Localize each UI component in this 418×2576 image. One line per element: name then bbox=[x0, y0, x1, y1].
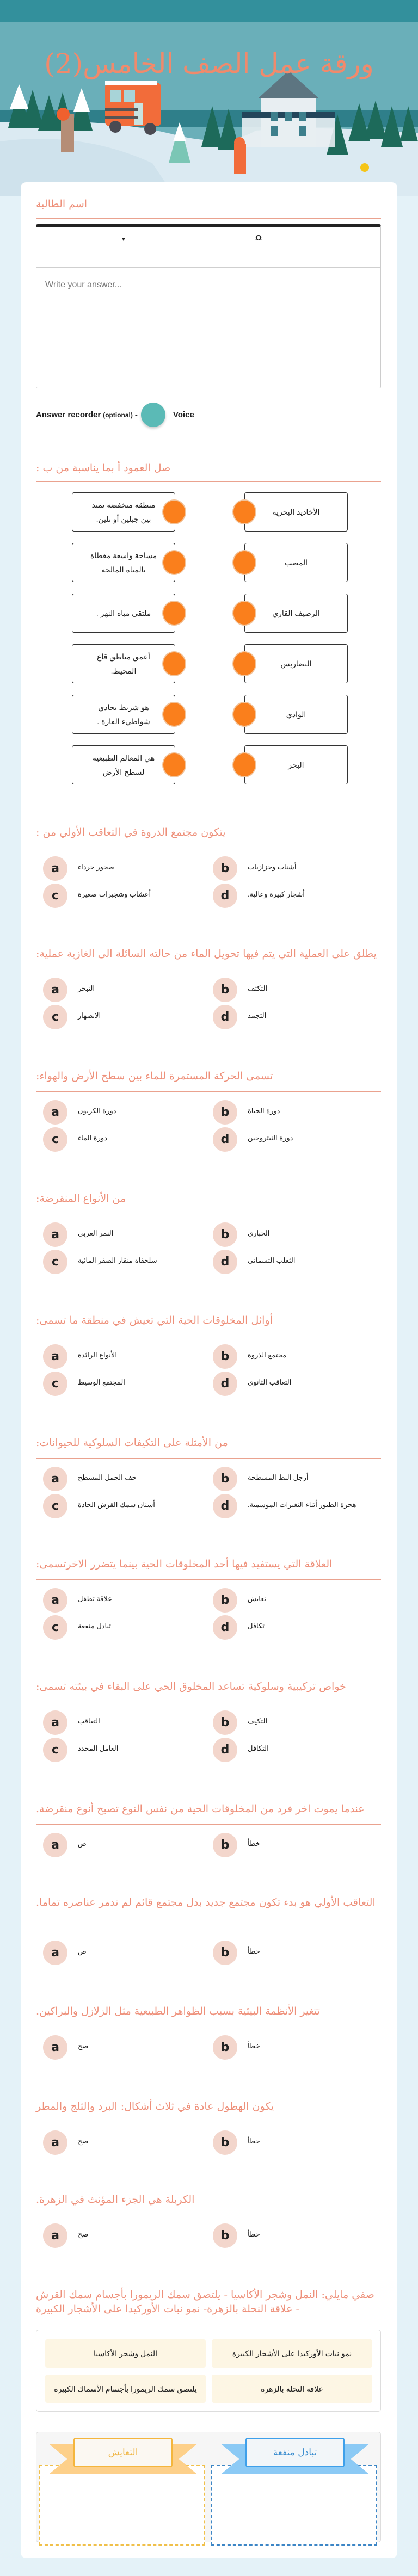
option-text: الثعلب التسماني bbox=[248, 1256, 296, 1264]
option-letter-a[interactable]: a bbox=[43, 1833, 67, 1857]
option-letter-a[interactable]: a bbox=[43, 2223, 67, 2248]
question-title: يتكون مجتمع الذروة في التعاقب الأولي من : bbox=[36, 826, 226, 838]
match-right-item: المصب bbox=[244, 543, 348, 582]
match-connector-dot[interactable] bbox=[232, 601, 256, 626]
drop-zone-commensalism[interactable] bbox=[39, 2465, 205, 2546]
option-letter-d[interactable]: d bbox=[213, 884, 237, 908]
question-title: تسمى الحركة المستمرة للماء بين سطح الأرض والهواء: bbox=[36, 1070, 273, 1082]
option-text: دورة الحياة bbox=[248, 1107, 280, 1115]
question-title: العلاقة التي يستفيد فيها أحد المخلوقات الحية بينما يتضرر الاخرتسمى: bbox=[36, 1558, 333, 1570]
option-text: خطأ bbox=[248, 1839, 260, 1848]
divider bbox=[36, 218, 381, 219]
match-left-item: أعمق مناطق قاع المحيط. bbox=[72, 644, 175, 683]
voice-record-button[interactable] bbox=[141, 403, 165, 427]
answer-option[interactable] bbox=[213, 1588, 376, 1613]
drag-item[interactable]: علاقة النحلة بالزهرة bbox=[212, 2375, 372, 2403]
match-left-item: ملتقى مياه النهر . bbox=[72, 594, 175, 633]
option-text: خطأ bbox=[248, 2230, 260, 2238]
answer-option[interactable] bbox=[43, 1250, 206, 1274]
answer-option[interactable] bbox=[213, 1710, 376, 1735]
option-text: أشنات وحزازيات bbox=[248, 863, 297, 871]
answer-option[interactable] bbox=[43, 1588, 206, 1613]
option-letter-c[interactable]: c bbox=[43, 1615, 67, 1640]
option-letter-a[interactable]: a bbox=[43, 856, 67, 881]
option-text: هجرة الطيور أثناء التغيرات الموسمية. bbox=[248, 1500, 356, 1509]
option-letter-b[interactable]: b bbox=[213, 1467, 237, 1491]
match-connector-dot[interactable] bbox=[162, 499, 186, 524]
option-letter-b[interactable]: b bbox=[213, 1100, 237, 1125]
option-text: الحبارى bbox=[248, 1229, 270, 1237]
answer-option[interactable] bbox=[43, 856, 206, 881]
option-letter-c[interactable]: c bbox=[43, 1250, 67, 1274]
answer-option[interactable] bbox=[43, 1833, 206, 1857]
match-right-item: الوادي bbox=[244, 695, 348, 734]
category-label-commensalism: التعايش bbox=[73, 2438, 173, 2467]
option-text: صخور جرداء bbox=[78, 863, 114, 871]
classify-question-title: صفي مايلي: النمل وشجر الأكاسيا - يلتصق سمك الريمورا بأجسام سمك القرش - علاقة النحلة بالزهرة- نمو نبات الأوركيدا على الأشجار الكبيرة bbox=[36, 2289, 374, 2315]
option-letter-d[interactable]: d bbox=[213, 1494, 237, 1518]
option-text: دورة النيتروجين bbox=[248, 1134, 293, 1142]
answer-option[interactable] bbox=[213, 1250, 376, 1274]
drag-item[interactable]: النمل وشجر الأكاسيا bbox=[45, 2339, 206, 2368]
option-letter-b[interactable]: b bbox=[213, 856, 237, 881]
option-letter-c[interactable]: c bbox=[43, 1127, 67, 1152]
option-letter-a[interactable]: a bbox=[43, 2130, 67, 2155]
option-letter-d[interactable]: d bbox=[213, 1005, 237, 1029]
answer-option[interactable] bbox=[213, 1738, 376, 1762]
divider bbox=[36, 481, 381, 482]
option-letter-c[interactable]: c bbox=[43, 1005, 67, 1029]
option-letter-d[interactable]: d bbox=[213, 1127, 237, 1152]
option-text: أعشاب وشجيرات صغيرة bbox=[78, 890, 151, 898]
option-text: خطأ bbox=[248, 2137, 260, 2145]
option-letter-a[interactable]: a bbox=[43, 1344, 67, 1369]
match-left-item: هي المعالم الطبيعية لسطح الأرض bbox=[72, 745, 175, 784]
question-title: أوائل المخلوقات الحية التي تعيش في منطقة ما تسمى: bbox=[36, 1314, 273, 1326]
answer-option[interactable] bbox=[213, 856, 376, 881]
answer-option[interactable] bbox=[43, 1467, 206, 1491]
voice-label: Voice bbox=[173, 410, 194, 419]
answer-option[interactable] bbox=[213, 1467, 376, 1491]
question-title: يطلق على العملية التي يتم فيها تحويل الماء من حالته السائلة الى الغازية عملية: bbox=[36, 948, 377, 960]
option-letter-a[interactable]: a bbox=[43, 1222, 67, 1247]
match-connector-dot[interactable] bbox=[232, 499, 256, 524]
option-text: تعايش bbox=[248, 1595, 267, 1603]
answer-option[interactable] bbox=[213, 1941, 376, 1965]
page-title: ورقة عمل الصف الخامس(2) bbox=[44, 48, 374, 79]
editor-toolbar bbox=[36, 227, 380, 268]
option-text: الأنواع الرائدة bbox=[78, 1351, 117, 1359]
option-text: دورة الكربون bbox=[78, 1107, 116, 1115]
recorder-optional: (optional) bbox=[103, 411, 133, 419]
option-letter-a[interactable]: a bbox=[43, 1710, 67, 1735]
divider bbox=[36, 1579, 381, 1580]
option-text: علاقة تطفل bbox=[78, 1595, 113, 1603]
answer-option[interactable] bbox=[213, 2223, 376, 2248]
option-letter-d[interactable]: d bbox=[213, 1738, 237, 1762]
option-text: خطأ bbox=[248, 2042, 260, 2050]
answer-option[interactable] bbox=[213, 884, 376, 908]
rich-text-editor bbox=[36, 224, 381, 388]
option-letter-b[interactable]: b bbox=[213, 978, 237, 1002]
match-connector-dot[interactable] bbox=[232, 702, 256, 727]
option-text: الانصهار bbox=[78, 1011, 101, 1020]
option-text: التكافل bbox=[248, 1744, 269, 1752]
option-letter-d[interactable]: d bbox=[213, 1372, 237, 1396]
form-card bbox=[21, 182, 397, 2558]
option-letter-c[interactable]: c bbox=[43, 1494, 67, 1518]
option-letter-a[interactable]: a bbox=[43, 1588, 67, 1613]
option-letter-a[interactable]: a bbox=[43, 1941, 67, 1965]
answer-option[interactable] bbox=[43, 2130, 206, 2155]
option-text: مجتمع الذروة bbox=[248, 1351, 287, 1359]
option-text: ص bbox=[78, 1947, 87, 1955]
answer-option[interactable] bbox=[43, 1738, 206, 1762]
answer-option[interactable] bbox=[43, 1222, 206, 1247]
divider bbox=[36, 1091, 381, 1092]
answer-option[interactable] bbox=[43, 978, 206, 1002]
matching-question-title: صل العمود أ بما يناسبة من ب : bbox=[36, 462, 171, 474]
answer-option[interactable] bbox=[43, 1710, 206, 1735]
match-right-item: التضاريس bbox=[244, 644, 348, 683]
option-text: أرجل البط المسطحة bbox=[248, 1473, 309, 1481]
option-letter-c[interactable]: c bbox=[43, 884, 67, 908]
option-letter-d[interactable]: d bbox=[213, 1615, 237, 1640]
option-letter-b[interactable]: b bbox=[213, 1588, 237, 1613]
option-text: التعاقب الثانوي bbox=[248, 1378, 292, 1386]
option-letter-c[interactable]: c bbox=[43, 1738, 67, 1762]
option-text: سلحفاة منقار الصقر المائية bbox=[78, 1256, 157, 1264]
answer-option[interactable] bbox=[43, 1344, 206, 1369]
match-connector-dot[interactable] bbox=[232, 550, 256, 575]
special-character-omega-button[interactable]: Ω bbox=[255, 233, 262, 243]
option-letter-b[interactable]: b bbox=[213, 2130, 237, 2155]
answer-option[interactable] bbox=[43, 2035, 206, 2060]
option-text: التجمد bbox=[248, 1011, 267, 1020]
option-letter-c[interactable]: c bbox=[43, 1372, 67, 1396]
match-connector-dot[interactable] bbox=[232, 651, 256, 676]
answer-option[interactable] bbox=[43, 1005, 206, 1029]
answer-option[interactable] bbox=[213, 2130, 376, 2155]
option-letter-b[interactable]: b bbox=[213, 1710, 237, 1735]
option-letter-a[interactable]: a bbox=[43, 1467, 67, 1491]
answer-option[interactable] bbox=[43, 1494, 206, 1518]
option-text: التبخر bbox=[78, 984, 95, 992]
option-text: أسنان سمك القرش الحادة bbox=[78, 1500, 155, 1509]
match-connector-dot[interactable] bbox=[232, 752, 256, 777]
match-left-item: مساحة واسعة مغطاة بالمياة المالحة bbox=[72, 543, 175, 582]
category-label-mutualism: تبادل منفعة bbox=[245, 2438, 345, 2467]
answer-option[interactable] bbox=[43, 1100, 206, 1125]
header-banner bbox=[0, 0, 418, 196]
answer-option[interactable] bbox=[43, 1127, 206, 1152]
answer-option[interactable] bbox=[43, 1941, 206, 1965]
match-left-item: منطقة منخفضة تمتد بين جبلين أو تلين. bbox=[72, 492, 175, 532]
match-connector-dot[interactable] bbox=[162, 702, 186, 727]
option-text: أشجار كبيرة وعالية. bbox=[248, 890, 305, 898]
option-letter-b[interactable]: b bbox=[213, 1222, 237, 1247]
question-title: من الأنواع المنقرضة: bbox=[36, 1193, 126, 1204]
option-letter-b[interactable]: b bbox=[213, 2035, 237, 2060]
option-letter-a[interactable]: a bbox=[43, 978, 67, 1002]
option-text: تكافل bbox=[248, 1622, 265, 1630]
answer-option[interactable] bbox=[213, 1615, 376, 1640]
category-drop-area bbox=[36, 2432, 381, 2542]
match-left-item: هو شريط يحاذي شواطيء القارة . bbox=[72, 695, 175, 734]
answer-option[interactable] bbox=[213, 1372, 376, 1396]
match-connector-dot[interactable] bbox=[162, 651, 186, 676]
option-text: النمر العربي bbox=[78, 1229, 114, 1237]
question-title: التعاقب الأولي هو بدء تكون مجتمع جديد بدل مجتمع قائم لم تدمر عناصره تماما. bbox=[36, 1897, 376, 1908]
option-letter-b[interactable]: b bbox=[213, 1833, 237, 1857]
answer-option[interactable] bbox=[213, 1100, 376, 1125]
option-text: صح bbox=[78, 2230, 89, 2238]
match-right-item: البحر bbox=[244, 745, 348, 784]
question-title: يكون الهطول عادة في ثلاث أشكال: البرد والثلج والمطر bbox=[36, 2101, 274, 2112]
recorder-label: Answer recorder bbox=[36, 410, 101, 419]
option-letter-b[interactable]: b bbox=[213, 1344, 237, 1369]
match-connector-dot[interactable] bbox=[162, 752, 186, 777]
drag-item[interactable]: يلتصق سمك الريمورا بأجسام الأسماك الكبيرة bbox=[45, 2375, 206, 2403]
question-title: تتغير الأنظمة البيئية بسبب الظواهر الطبيعية مثل الزلازل والبراكين. bbox=[36, 2005, 320, 2017]
question-title: من الأمثلة على التكيفات السلوكية للحيوانات: bbox=[36, 1437, 228, 1449]
answer-option[interactable] bbox=[43, 2223, 206, 2248]
option-text: خطأ bbox=[248, 1947, 260, 1955]
option-text: صح bbox=[78, 2137, 89, 2145]
name-question-label: اسم الطالبة bbox=[36, 198, 88, 210]
question-title: الكربلة هي الجزء المؤنث في الزهرة. bbox=[36, 2194, 195, 2206]
option-text: خف الجمل المسطح bbox=[78, 1473, 137, 1481]
option-text: التكثف bbox=[248, 984, 268, 992]
drop-zone-mutualism[interactable] bbox=[211, 2465, 377, 2546]
match-right-item: الرصيف القاري bbox=[244, 594, 348, 633]
winter-scene-illustration bbox=[0, 0, 418, 196]
answer-option[interactable] bbox=[43, 1615, 206, 1640]
answer-option[interactable] bbox=[213, 1222, 376, 1247]
answer-option[interactable] bbox=[43, 884, 206, 908]
option-letter-d[interactable]: d bbox=[213, 1250, 237, 1274]
option-text: التعاقب bbox=[78, 1717, 100, 1725]
answer-textarea[interactable] bbox=[36, 268, 380, 386]
answer-option[interactable] bbox=[213, 1127, 376, 1152]
recorder-dash: - bbox=[134, 410, 138, 419]
option-text: دورة الماء bbox=[78, 1134, 107, 1142]
answer-option[interactable] bbox=[213, 1344, 376, 1369]
option-text: ص bbox=[78, 1839, 87, 1848]
option-text: صح bbox=[78, 2042, 89, 2050]
answer-option[interactable] bbox=[213, 1494, 376, 1518]
answer-option[interactable] bbox=[213, 2035, 376, 2060]
answer-option[interactable] bbox=[213, 1833, 376, 1857]
answer-option[interactable] bbox=[213, 1005, 376, 1029]
answer-option[interactable] bbox=[213, 978, 376, 1002]
question-title: عندما يموت اخر فرد من المخلوقات الحية من نفس النوع تصبح أنوع منقرضة. bbox=[36, 1803, 365, 1815]
match-connector-dot[interactable] bbox=[162, 601, 186, 626]
divider bbox=[36, 1458, 381, 1459]
option-letter-a[interactable]: a bbox=[43, 2035, 67, 2060]
option-letter-a[interactable]: a bbox=[43, 1100, 67, 1125]
divider bbox=[36, 1824, 381, 1825]
drag-item[interactable]: نمو نبات الأوركيدا على الأشجار الكبيرة bbox=[212, 2339, 372, 2368]
option-text: المجتمع الوسيط bbox=[78, 1378, 125, 1386]
option-letter-b[interactable]: b bbox=[213, 1941, 237, 1965]
match-right-item: الأخاديد البحرية bbox=[244, 492, 348, 532]
option-text: العامل المحدد bbox=[78, 1744, 119, 1752]
option-letter-b[interactable]: b bbox=[213, 2223, 237, 2248]
font-dropdown-caret-icon[interactable]: ▼ bbox=[121, 237, 126, 243]
draggable-items-pool bbox=[36, 2330, 381, 2412]
option-text: التكيف bbox=[248, 1717, 268, 1725]
answer-recorder bbox=[36, 403, 194, 427]
match-connector-dot[interactable] bbox=[162, 550, 186, 575]
question-title: خواص تركيبية وسلوكية تساعد المخلوق الحي على البقاء في بيئته تسمى: bbox=[36, 1681, 346, 1692]
answer-option[interactable] bbox=[43, 1372, 206, 1396]
option-text: تبادل منفعة bbox=[78, 1622, 112, 1630]
